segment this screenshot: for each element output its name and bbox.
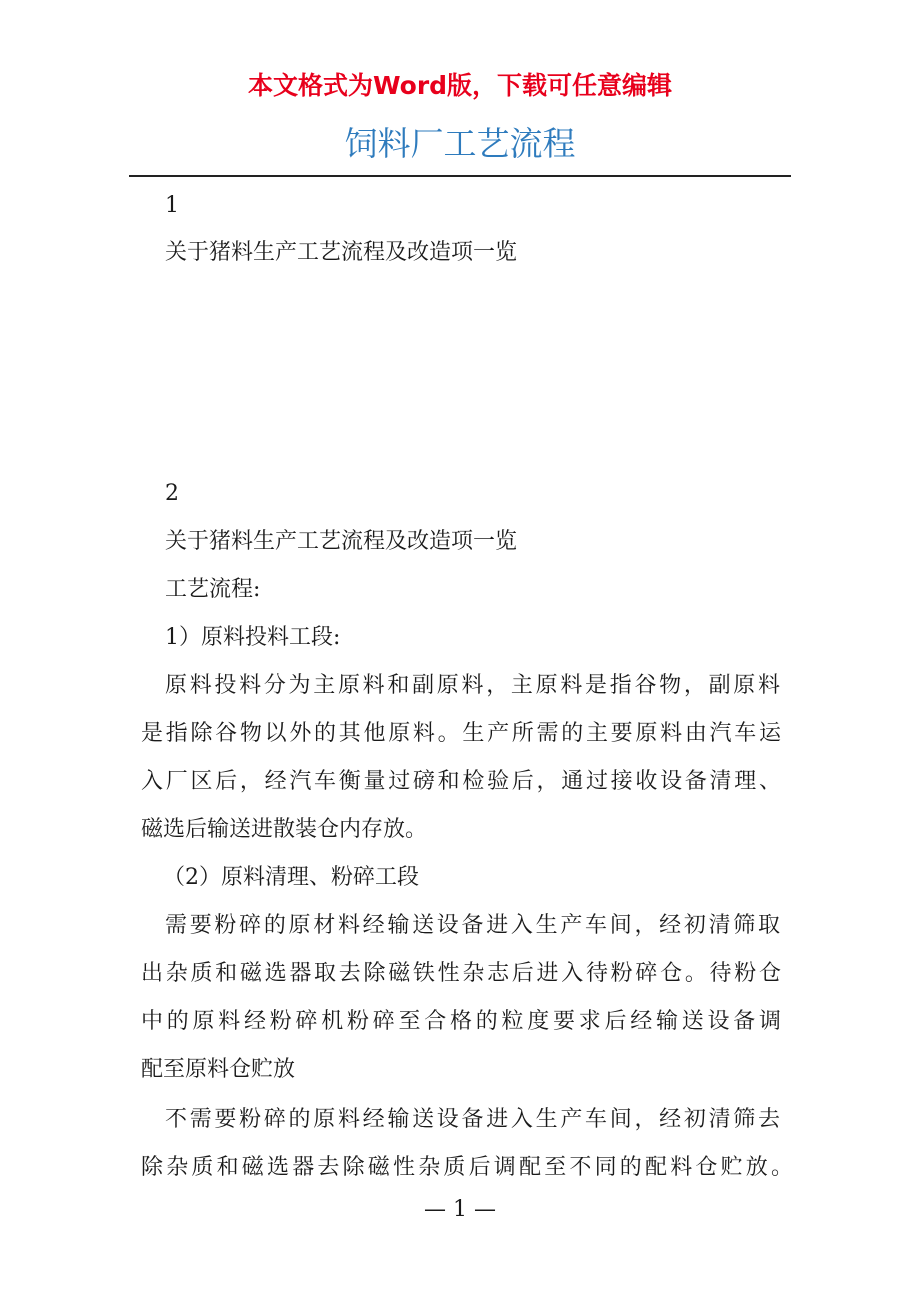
section-2-number: 2 bbox=[165, 481, 179, 506]
page-number: — 1 — bbox=[424, 1197, 496, 1222]
step-1-title: 1）原料投料工段: bbox=[165, 625, 341, 650]
paragraph-1-line-2: 是指除谷物以外的其他原料。生产所需的主要原料由汽车运 bbox=[141, 721, 781, 746]
process-label: 工艺流程: bbox=[165, 577, 261, 602]
paragraph-2-line-2: 出杂质和磁选器取去除磁铁性杂志后进入待粉碎仓。待粉仓 bbox=[141, 961, 781, 986]
paragraph-1-line-3: 入厂区后，经汽车衡量过磅和检验后，通过接收设备清理、 bbox=[141, 769, 781, 794]
section-2-heading: 关于猪料生产工艺流程及改造项一览 bbox=[165, 529, 518, 554]
paragraph-1-line-4: 磁选后输送进散装仓内存放。 bbox=[141, 817, 428, 842]
paragraph-2-line-1: 需要粉碎的原材料经输送设备进入生产车间，经初清筛取 bbox=[165, 913, 780, 938]
format-notice-banner: 本文格式为Word版，下载可任意编辑 bbox=[247, 71, 673, 100]
title-divider bbox=[129, 175, 791, 177]
paragraph-1-line-1: 原料投料分为主原料和副原料，主原料是指谷物，副原料 bbox=[165, 673, 780, 698]
paragraph-2-line-3: 中的原料经粉碎机粉碎至合格的粒度要求后经输送设备调 bbox=[141, 1009, 781, 1034]
section-1-number: 1 bbox=[165, 193, 179, 218]
paragraph-3-line-1: 不需要粉碎的原料经输送设备进入生产车间，经初清筛去 bbox=[165, 1107, 780, 1132]
paragraph-2-line-4: 配至原料仓贮放 bbox=[141, 1057, 296, 1082]
document-title: 饲料厂工艺流程 bbox=[344, 124, 576, 163]
paragraph-3-line-2: 除杂质和磁选器去除磁性杂质后调配至不同的配料仓贮放。 bbox=[141, 1155, 793, 1180]
section-1-heading: 关于猪料生产工艺流程及改造项一览 bbox=[165, 240, 518, 265]
step-2-title: （2）原料清理、粉碎工段 bbox=[163, 865, 419, 890]
